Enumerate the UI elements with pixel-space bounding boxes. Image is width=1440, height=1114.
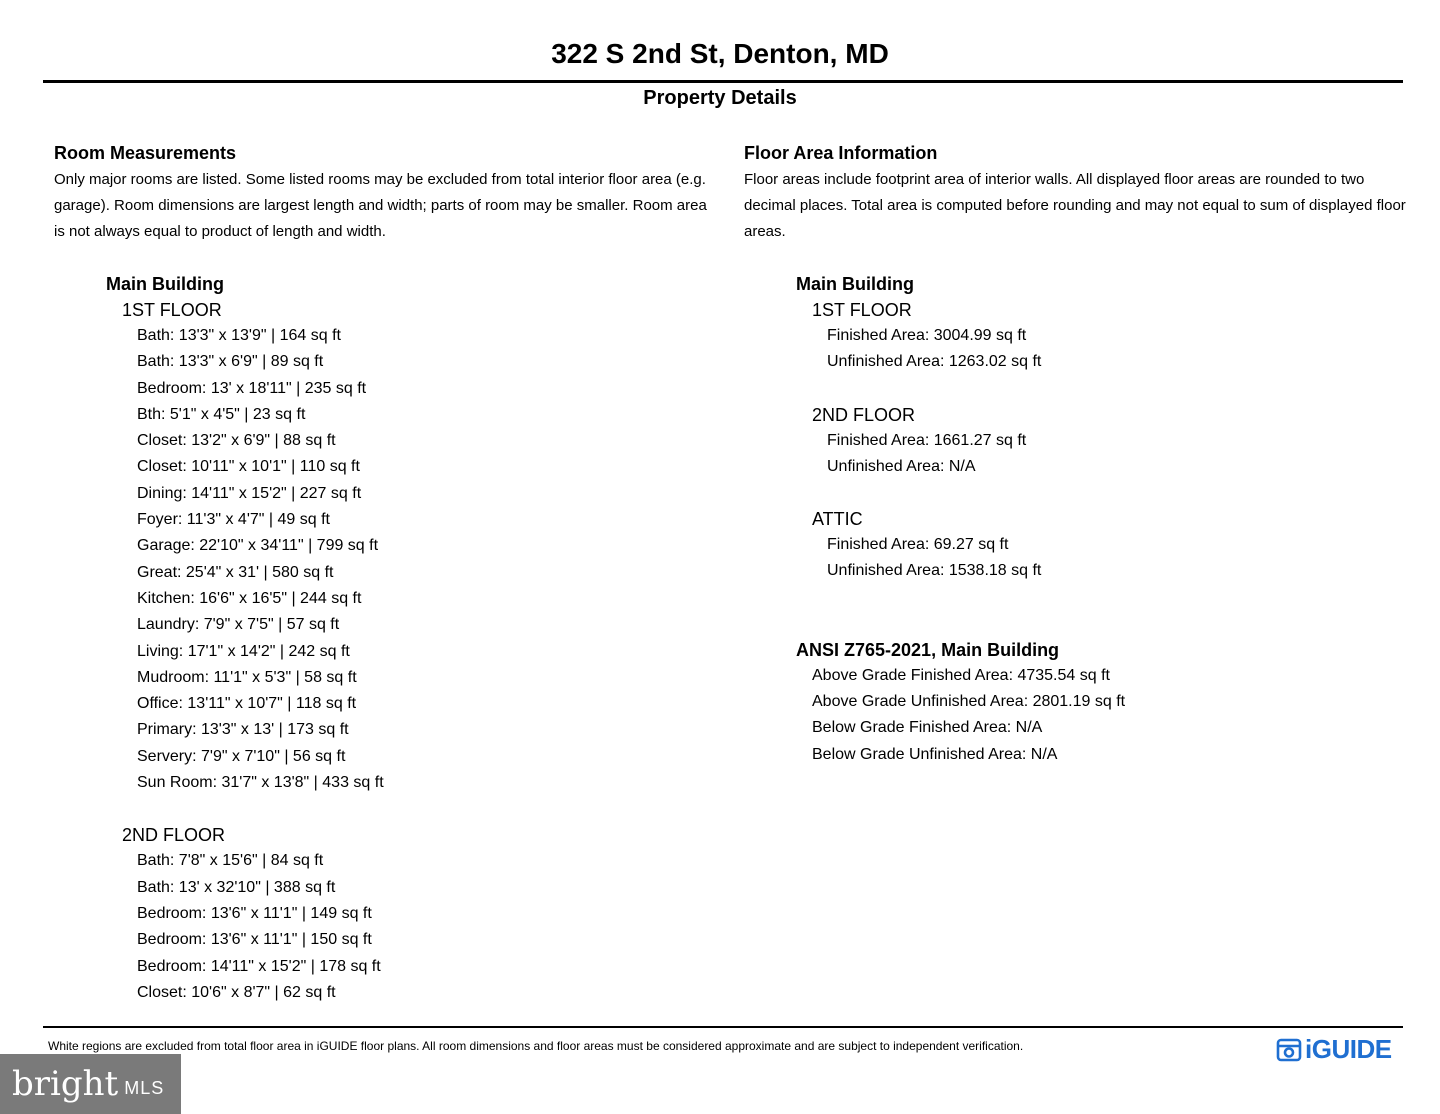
room-item: Laundry: 7'9" x 7'5" | 57 sq ft [137, 616, 340, 634]
ansi-item: Above Grade Finished Area: 4735.54 sq ft [812, 666, 1110, 684]
area-item: Unfinished Area: 1538.18 sq ft [827, 562, 1042, 580]
floor-area-section [744, 140, 1410, 768]
room-item: Living: 17'1" x 14'2" | 242 sq ft [137, 642, 350, 660]
building-name: Main Building [796, 274, 914, 294]
room-item: Bath: 13' x 32'10" | 388 sq ft [137, 878, 336, 896]
floor-name: 2ND FLOOR [122, 825, 226, 846]
area-item: Finished Area: 3004.99 sq ft [827, 327, 1027, 344]
room-item: Bath: 13'3" x 6'9" | 89 sq ft [137, 353, 324, 371]
ansi-item: Below Grade Unfinished Area: N/A [812, 745, 1058, 763]
room-item: Primary: 13'3" x 13' | 173 sq ft [137, 721, 349, 739]
floor-name: 1ST FLOOR [812, 300, 912, 320]
floor-area-heading: Floor Area Information [744, 143, 938, 163]
area-item: Unfinished Area: N/A [827, 457, 976, 475]
floor-area-description: Floor areas include footprint area of interior walls. All displayed floor areas are rounded to two decimal places. Total area is computed before rounding and may not equal to sum of displayed floor areas. [744, 171, 1406, 240]
area-item: Unfinished Area: 1263.02 sq ft [827, 353, 1042, 371]
ansi-block [796, 637, 1410, 768]
iguide-logo [1276, 1034, 1392, 1065]
floor-block [106, 822, 714, 1006]
room-item: Foyer: 11'3" x 4'7" | 49 sq ft [137, 511, 330, 529]
ansi-item: Above Grade Unfinished Area: 2801.19 sq ft [812, 693, 1126, 711]
iguide-camera-icon [1276, 1037, 1302, 1063]
room-measurements-section [54, 140, 714, 1006]
floor-block [106, 297, 714, 796]
iguide-logo-text: iGUIDE [1305, 1034, 1392, 1064]
ansi-item: Below Grade Finished Area: N/A [812, 719, 1043, 737]
room-item: Closet: 10'11" x 10'1" | 110 sq ft [137, 458, 360, 476]
floor-block [796, 506, 1410, 585]
room-item: Closet: 13'2" x 6'9" | 88 sq ft [137, 432, 336, 450]
header-divider [43, 80, 1403, 83]
room-floor-list [106, 297, 714, 1006]
page-title: 322 S 2nd St, Denton, MD [551, 38, 889, 69]
footer-disclaimer: White regions are excluded from total floor area in iGUIDE floor plans. All room dimensions and floor areas must be considered approximate and are subject to independent verification. [48, 1039, 1024, 1053]
room-item: Garage: 22'10" x 34'11" | 799 sq ft [137, 537, 379, 555]
room-item: Bedroom: 13' x 18'11" | 235 sq ft [137, 379, 367, 397]
room-item: Servery: 7'9" x 7'10" | 56 sq ft [137, 747, 346, 765]
floor-block [796, 402, 1410, 481]
floor-name: 1ST FLOOR [122, 300, 222, 320]
room-item: Bedroom: 14'11" x 15'2" | 178 sq ft [137, 957, 381, 975]
room-item: Closet: 10'6" x 8'7" | 62 sq ft [137, 983, 336, 1001]
area-item: Finished Area: 1661.27 sq ft [827, 431, 1027, 449]
room-measurements-heading: Room Measurements [54, 143, 237, 163]
room-item: Bath: 7'8" x 15'6" | 84 sq ft [137, 852, 324, 870]
area-floor-list [796, 297, 1410, 585]
room-item: Bedroom: 13'6" x 11'1" | 149 sq ft [137, 904, 372, 922]
room-item: Bath: 13'3" x 13'9" | 164 sq ft [137, 327, 341, 344]
room-measurements-description: Only major rooms are listed. Some listed rooms may be excluded from total interior floor area (e.g. garage). Room dimensions are largest length and width; parts of room may be smaller. Room area is not always equal to product of length and width. [54, 171, 707, 240]
floor-block [796, 297, 1410, 376]
room-item: Kitchen: 16'6" x 16'5" | 244 sq ft [137, 589, 362, 607]
watermark-suffix: MLS [124, 1077, 165, 1098]
ansi-lines [796, 663, 1410, 768]
room-item: Great: 25'4" x 31' | 580 sq ft [137, 563, 334, 581]
watermark-word: bright [12, 1064, 119, 1104]
room-item: Bth: 5'1" x 4'5" | 23 sq ft [137, 405, 306, 423]
bright-mls-watermark [0, 1054, 181, 1114]
room-item: Bedroom: 13'6" x 11'1" | 150 sq ft [137, 931, 372, 949]
floor-name: ATTIC [812, 509, 863, 530]
room-item: Mudroom: 11'1" x 5'3" | 58 sq ft [137, 668, 357, 686]
area-building [796, 271, 1410, 768]
room-item: Office: 13'11" x 10'7" | 118 sq ft [137, 695, 357, 713]
room-item: Sun Room: 31'7" x 13'8" | 433 sq ft [137, 774, 384, 792]
room-item: Dining: 14'11" x 15'2" | 227 sq ft [137, 484, 362, 502]
room-building [106, 271, 714, 1006]
building-name: Main Building [106, 274, 224, 294]
footer-divider [43, 1026, 1403, 1028]
page-subtitle: Property Details [643, 87, 797, 109]
ansi-heading: ANSI Z765-2021, Main Building [796, 639, 1060, 660]
floor-name: 2ND FLOOR [812, 404, 916, 425]
area-item: Finished Area: 69.27 sq ft [827, 536, 1009, 554]
